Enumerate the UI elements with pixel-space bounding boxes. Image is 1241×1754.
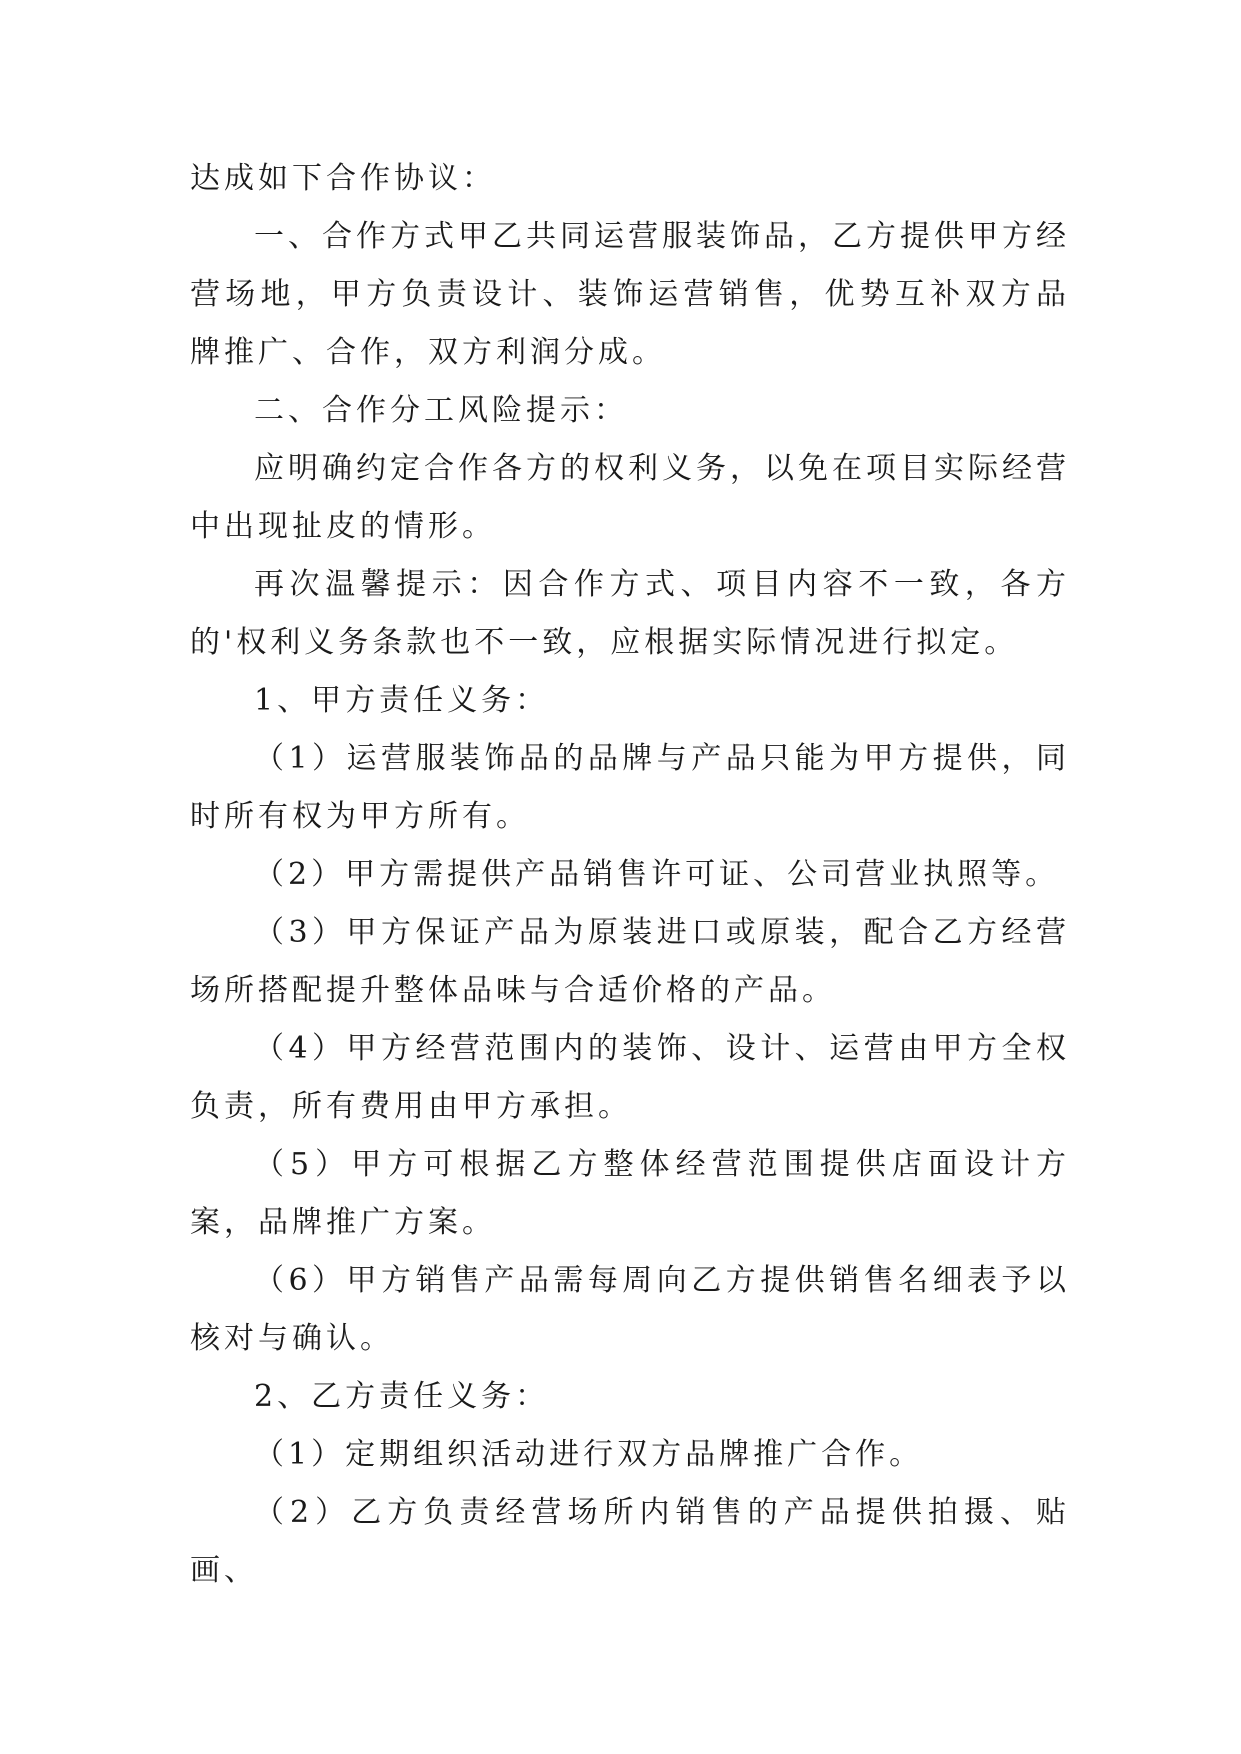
paragraph-reminder: 再次温馨提示：因合作方式、项目内容不一致，各方的'权利义务条款也不一致，应根据实际情况进行拟定。 xyxy=(190,567,1070,660)
paragraph-party-a-item-5: （5）甲方可根据乙方整体经营范围提供店面设计方案，品牌推广方案。 xyxy=(190,1147,1070,1240)
paragraph-risk-text: 应明确约定合作各方的权利义务，以免在项目实际经营中出现扯皮的情形。 xyxy=(190,451,1070,544)
paragraph-party-b-heading: 2、乙方责任义务： xyxy=(254,1379,550,1414)
paragraph-party-a-item-2: （2）甲方需提供产品销售许可证、公司营业执照等。 xyxy=(254,857,1060,892)
paragraph-intro: 达成如下合作协议： xyxy=(190,161,496,196)
paragraph-party-b-item-2: （2）乙方负责经营场所内销售的产品提供拍摄、贴画、 xyxy=(190,1495,1070,1588)
paragraph-party-b-item-1: （1）定期组织活动进行双方品牌推广合作。 xyxy=(254,1437,924,1472)
document-body xyxy=(190,150,1070,1600)
paragraph-party-a-item-3: （3）甲方保证产品为原装进口或原装，配合乙方经营场所搭配提升整体品味与合适价格的产品。 xyxy=(190,915,1070,1008)
paragraph-party-a-heading: 1、甲方责任义务： xyxy=(254,683,550,718)
paragraph-risk-heading: 二、合作分工风险提示： xyxy=(254,393,628,428)
paragraph-cooperation-method: 一、合作方式甲乙共同运营服装饰品，乙方提供甲方经营场地，甲方负责设计、装饰运营销售，优势互补双方品牌推广、合作，双方利润分成。 xyxy=(190,219,1070,370)
paragraph-party-a-item-1: （1）运营服装饰品的品牌与产品只能为甲方提供，同时所有权为甲方所有。 xyxy=(190,741,1070,834)
paragraph-party-a-item-4: （4）甲方经营范围内的装饰、设计、运营由甲方全权负责，所有费用由甲方承担。 xyxy=(190,1031,1070,1124)
paragraph-party-a-item-6: （6）甲方销售产品需每周向乙方提供销售名细表予以核对与确认。 xyxy=(190,1263,1070,1356)
